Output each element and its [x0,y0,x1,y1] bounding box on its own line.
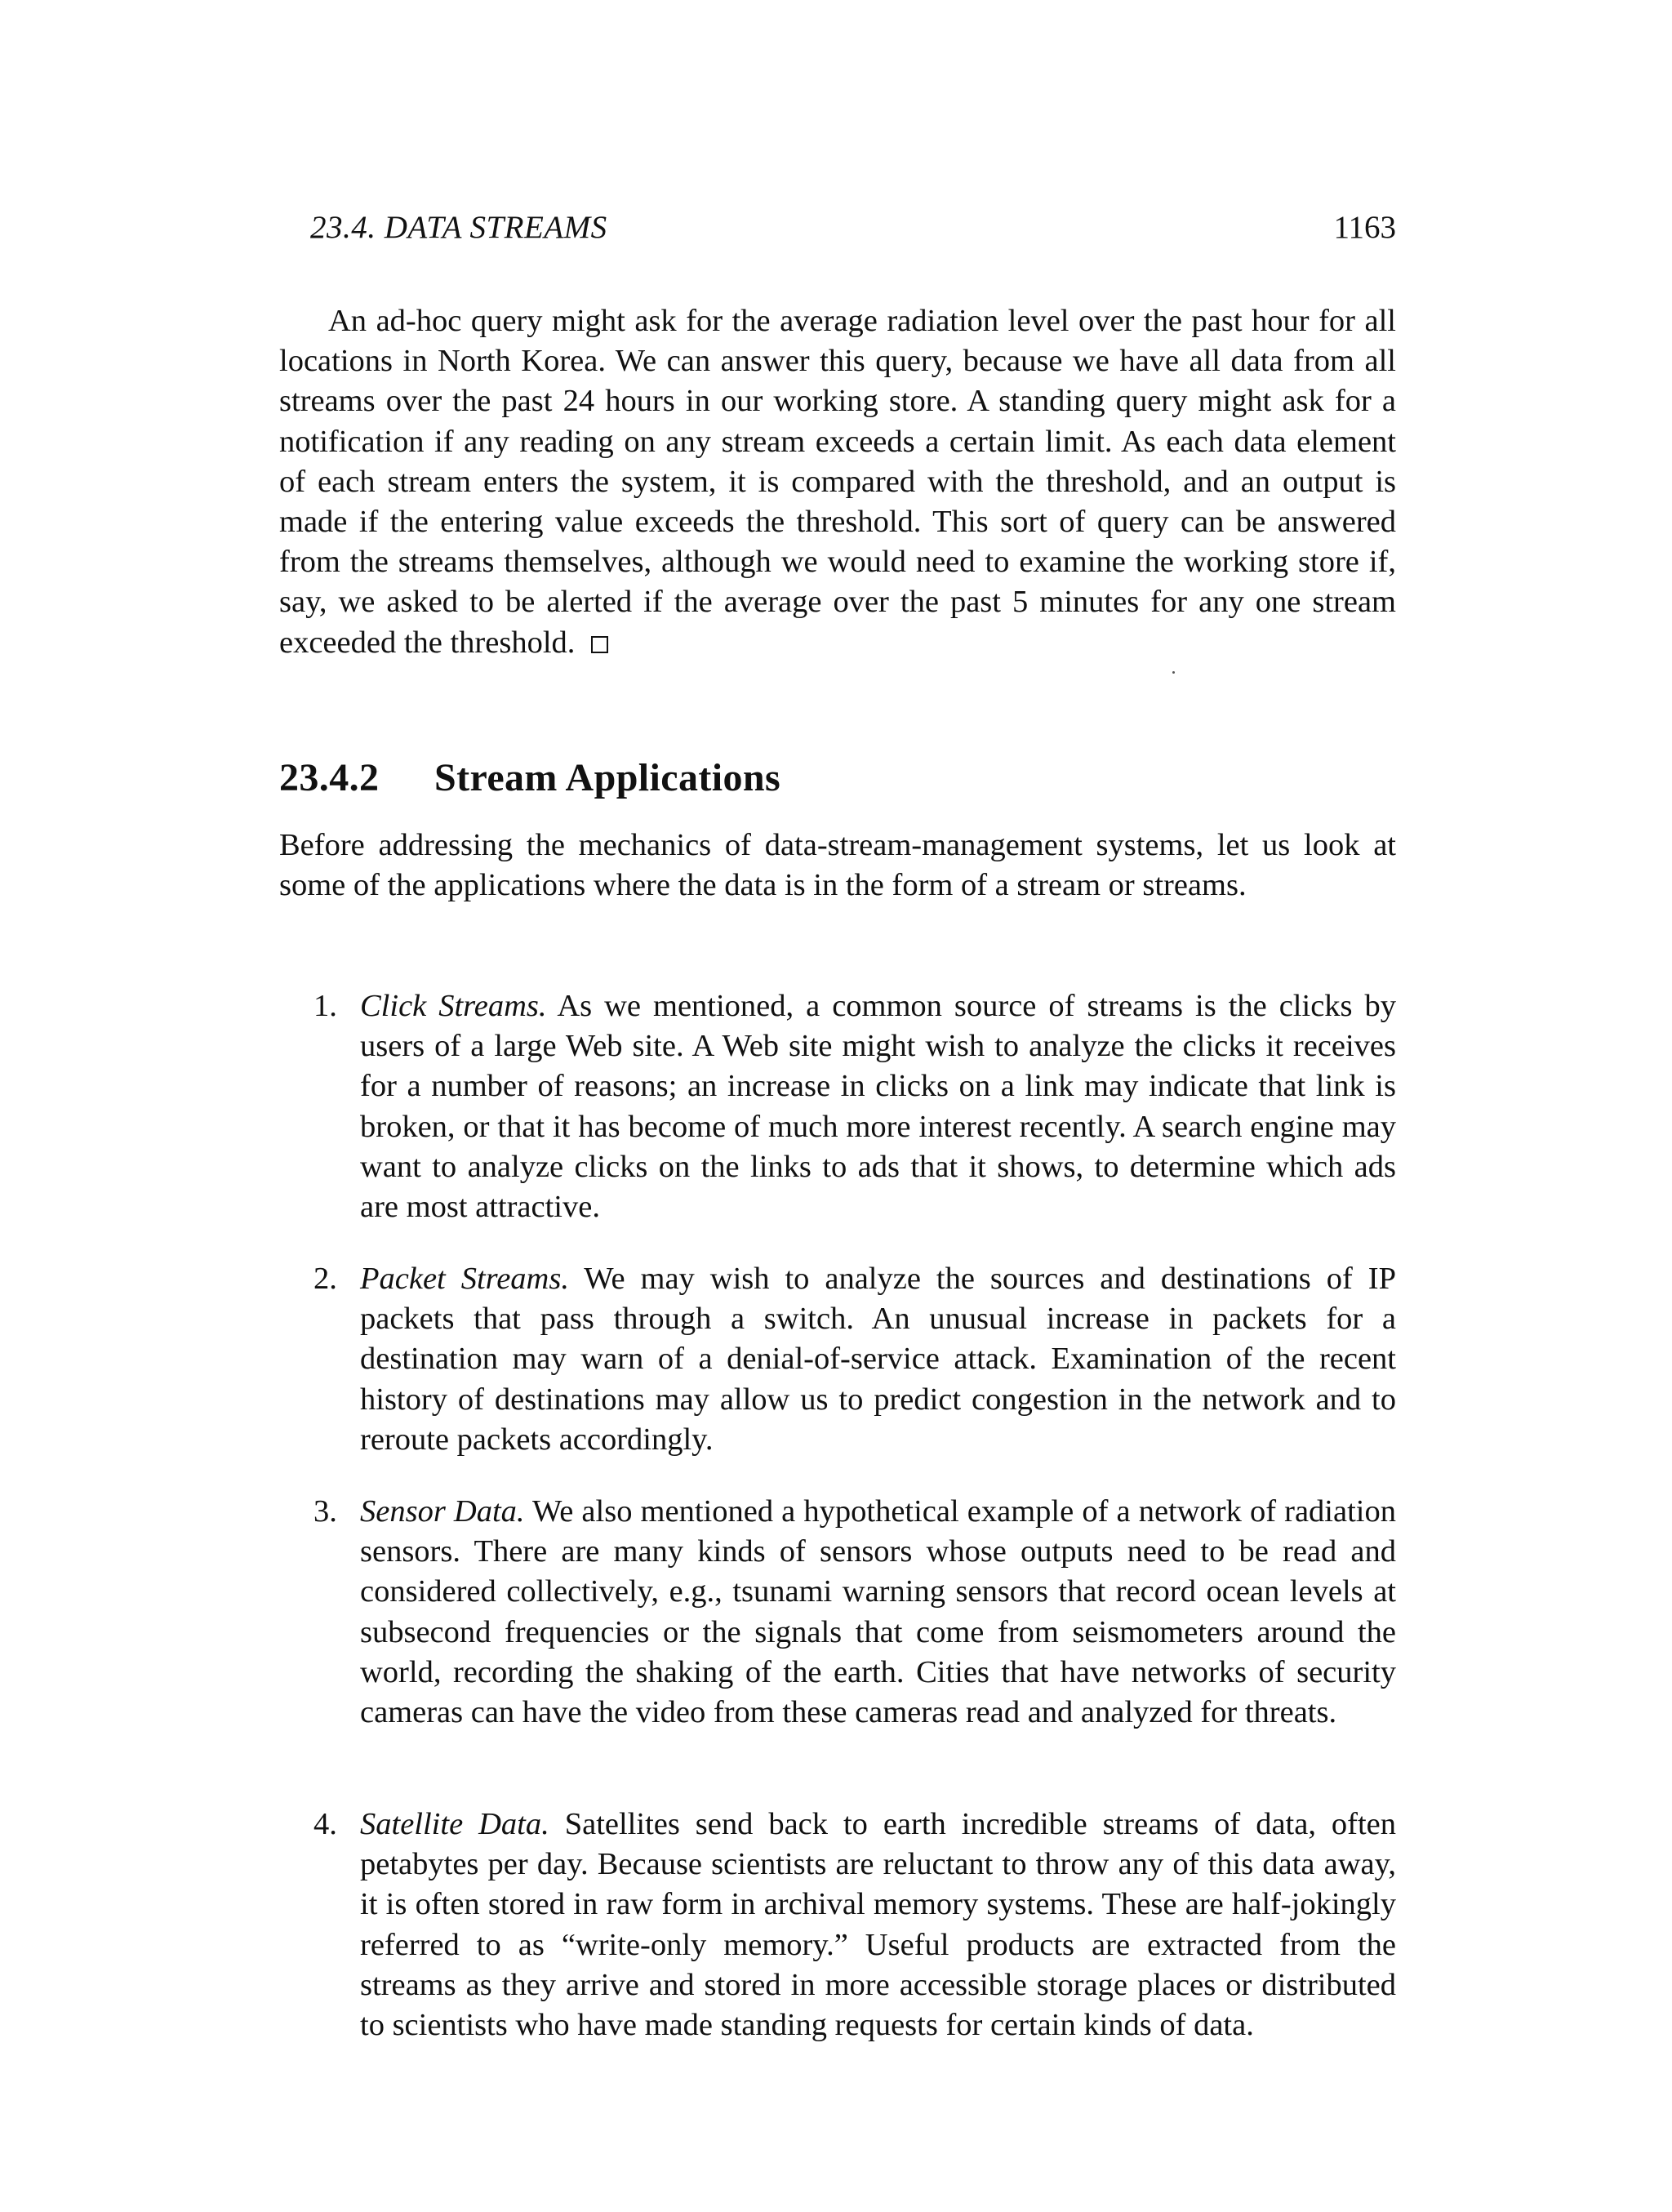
page-number: 1163 [1333,210,1396,245]
scan-speck [1172,671,1175,674]
running-header [310,209,1396,247]
list-item-text: We may wish to analyze the sources and destinations of IP packets that pass through a switch. An unusual increase in packets for a destination may warn of a denial-of-service attack. Examination of the recent history of destinations may allow us to predict congestion in the network and to reroute packets accordingly. [360,1262,1396,1457]
list-item-number: 3. [314,1494,337,1529]
header-section-title: 23.4. DATA STREAMS [310,210,607,245]
section-title: Stream Applications [434,756,781,799]
list-item-term: Click Streams. [360,989,547,1023]
list-item-body [360,986,1396,1227]
end-of-example-icon [591,636,608,653]
list-item-body [360,1259,1396,1460]
list-item-text: As we mentioned, a common source of streams is the clicks by users of a large Web site. A Web site might wish to analyze the clicks it receives for a number of reasons; an increase in clicks on a link may indicate that link is broken, or that it has become of much more interest recently. A search engine may want to analyze clicks on the links to ads that it shows, to determine which ads are most attractive. [360,989,1396,1225]
list-item-term: Satellite Data. [360,1807,549,1841]
list-item-number: 2. [314,1262,337,1296]
list-item-term: Sensor Data. [360,1494,525,1529]
list-item-text: Satellites send back to earth incredible streams of data, often petabytes per day. Because scientists are reluctant to throw any of this data away, it is often stored in raw form in archival memory systems. These are half-jokingly referred to as “write-only memory.” Useful products are extracted from the streams as they arrive and stored in more accessible storage places or distributed to scientists who have made standing requests for certain kinds of data. [360,1807,1397,2043]
list-item-term: Packet Streams. [360,1262,569,1296]
section-heading [279,755,780,801]
list-item-number: 1. [314,989,337,1023]
list-item-body [360,1805,1396,2045]
intro-paragraph-text: An ad-hoc query might ask for the average radiation level over the past hour for all locations in North Korea. We can answer this query, because we have all data from all streams over the past 24 hours in our working store. A standing query might ask for a notification if any reading on any stream exceeds a certain limit. As each data element of each stream enters the system, it is compared with the threshold, and an output is made if the entering value exceeds the threshold. This sort of query can be answered from the streams themselves, although we would need to examine the working store if, say, we asked to be alerted if the average over the past 5 minutes for any one stream exceeded the threshold. [279,304,1396,660]
list-item-number: 4. [314,1807,337,1841]
intro-paragraph [279,301,1396,663]
lead-paragraph: Before addressing the mechanics of data-stream-management systems, let us look at some of the applications where the data is in the form of a stream or streams. [279,828,1396,903]
list-item-body [360,1492,1396,1733]
list-item-text: We also mentioned a hypothetical example of a network of radiation sensors. There are many kinds of sensors whose outputs need to be read and considered collectively, e.g., tsunami warning sensors that record ocean levels at subsecond frequencies or the signals that come from seismometers around the world, recording the shaking of the earth. Cities that have networks of security cameras can have the video from these cameras read and analyzed for threats. [360,1494,1396,1730]
section-number: 23.4.2 [279,756,380,799]
